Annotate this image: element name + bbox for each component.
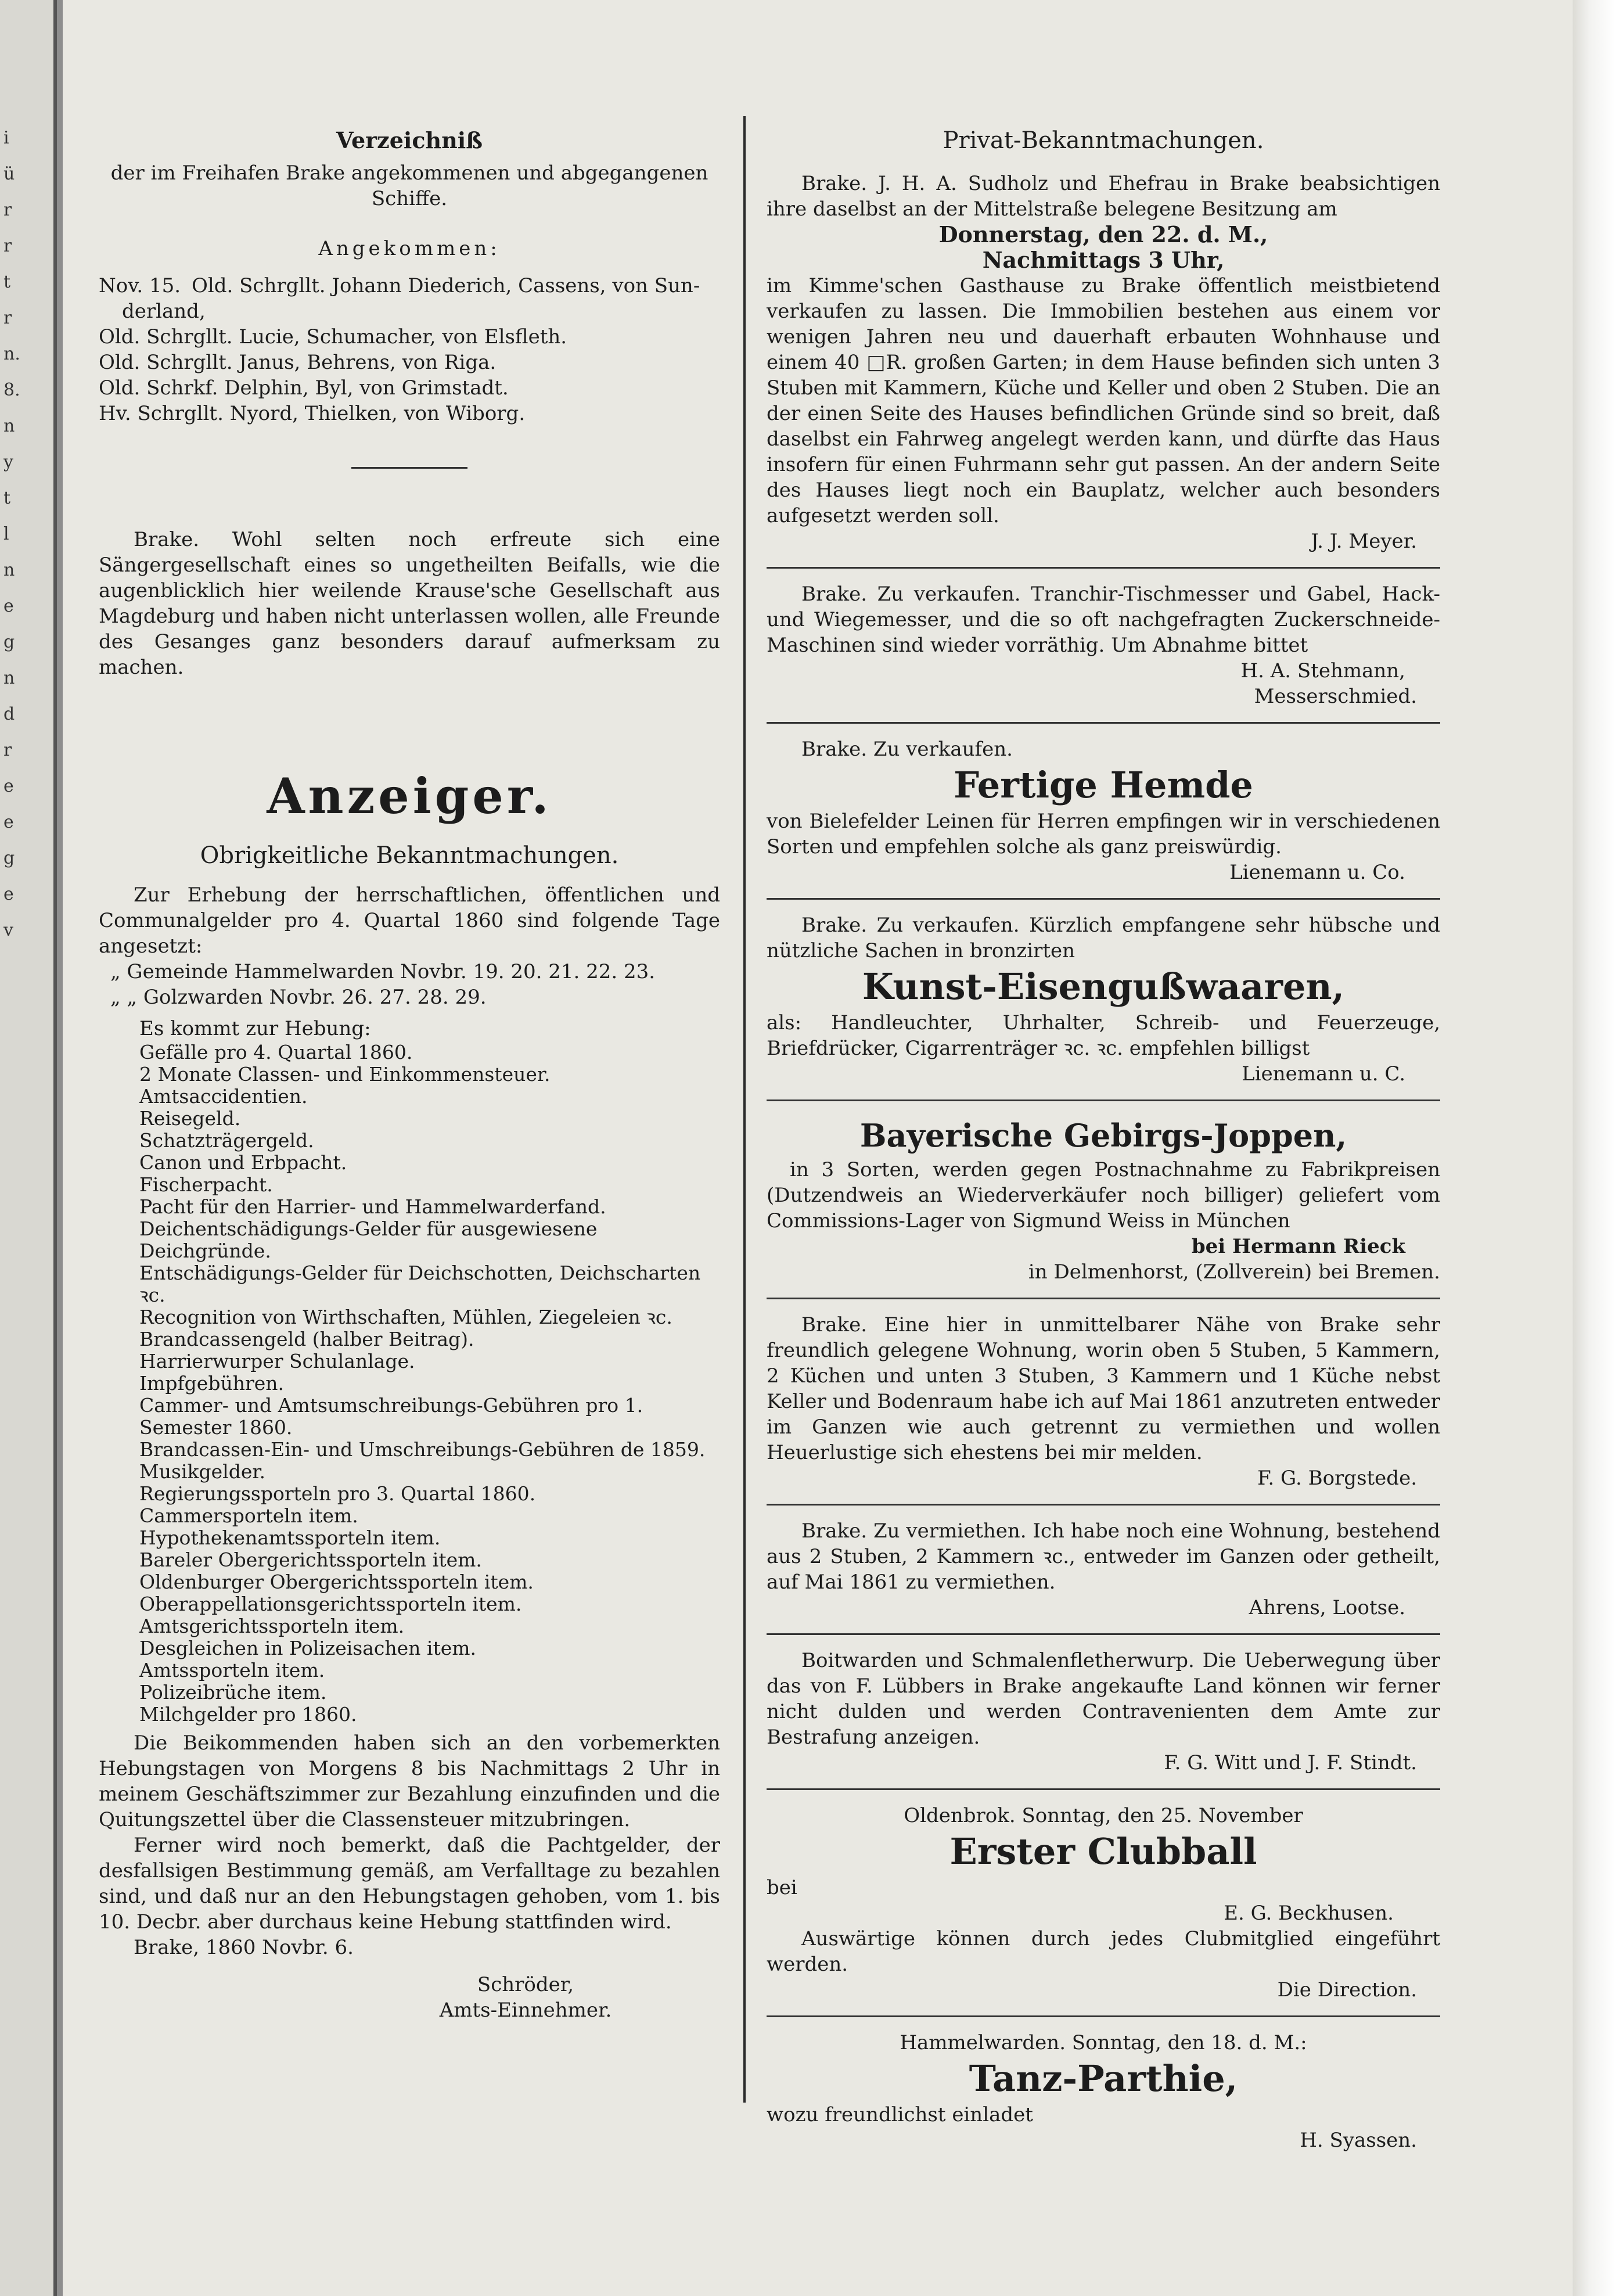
- hebung-item: Milchgelder pro 1860.: [139, 1703, 357, 1726]
- margin-fragment: d: [3, 704, 15, 724]
- ad-joppen-location: in Delmenhorst, (Zollverein) bei Bremen.: [1028, 1260, 1440, 1284]
- ad-divider: [767, 1788, 1440, 1790]
- ad-clubball-title: Erster Clubball: [949, 1830, 1257, 1873]
- hebung-item: Amtsaccidentien.: [139, 1085, 308, 1108]
- hebung-item: Brandcassen-Ein- und Umschreibungs-Gebühren de 1859.: [139, 1438, 706, 1461]
- ad-tanz-signature: H. Syassen.: [1300, 2129, 1417, 2152]
- ad-divider: [767, 1633, 1440, 1635]
- ad-borgstede-text: Brake. Eine hier in unmittelbarer Nähe von Brake sehr freundlich gelegene Wohnung, worin oben 5 Stuben, 5 Kammern, 2 Küchen und unten 3 Stuben, 3 Kammern und 1 Küche nebst Keller und Bodenraum habe ich auf Mai 1861 anzutreten entweder im Ganzen wie auch getrennt zu vermiethen und wollen Heuerlustige sich ehestens bei mir melden.: [767, 1313, 1440, 1464]
- ad-clubball-bei: bei: [767, 1876, 797, 1899]
- arrival-row: [99, 299, 720, 324]
- hebung-item: Bareler Obergerichtssporteln item.: [139, 1548, 482, 1571]
- arrival-row: [99, 375, 720, 401]
- ad-sudholz-signature: J. J. Meyer.: [1311, 530, 1417, 553]
- hebung-item: 2 Monate Classen- und Einkommensteuer.: [139, 1063, 551, 1086]
- margin-fragment: r: [3, 236, 12, 256]
- margin-fragment: r: [3, 308, 12, 328]
- ad-hemde-text: von Bielefelder Leinen für Herren empfingen wir in verschiedenen Sorten und empfehlen solche als ganz preiswürdig.: [767, 810, 1440, 858]
- hebung-list: [99, 1041, 720, 1726]
- arrivals-list: [99, 273, 720, 426]
- arrival-date: Nov. 15.: [99, 274, 181, 297]
- ad-sudholz-time: Nachmittags 3 Uhr,: [982, 247, 1225, 273]
- ad-divider: [767, 722, 1440, 724]
- hebung-item: Musikgelder.: [139, 1460, 266, 1483]
- margin-fragment: r: [3, 740, 12, 760]
- closing-paragraph-1: Die Beikommenden haben sich an den vorbemerkten Hebungstagen von Morgens 8 bis Nachmittags 2 Uhr in meinem Geschäftszimmer zur Bezahlung einzufinden und die Quitungszettel über die Classensteuer mitzubringen.: [99, 1731, 720, 1831]
- hebung-item: Brandcassengeld (halber Beitrag).: [139, 1328, 474, 1350]
- ad-divider: [767, 567, 1440, 569]
- right-column: [767, 99, 1440, 2153]
- ad-divider: [767, 2015, 1440, 2017]
- hebung-item: Harrierwurper Schulanlage.: [139, 1350, 415, 1372]
- closing-paragraph-2: Ferner wird noch bemerkt, daß die Pachtgelder, der desfallsigen Bestimmung gemäß, am Verfalltage zu bezahlen sind, und daß nur an den Hebungstagen gehoben, vom 1. bis 10. Decbr. aber durchaus keine Hebung stattfinden wird.: [99, 1834, 720, 1934]
- margin-fragment: g: [3, 848, 15, 868]
- anzeiger-heading: Anzeiger.: [267, 767, 552, 825]
- hebung-item: Cammersporteln item.: [139, 1504, 358, 1527]
- ad-hemde-title: Fertige Hemde: [954, 764, 1253, 806]
- margin-fragment: e: [3, 884, 14, 904]
- ad-eisen-signature: Lienemann u. C.: [1242, 1062, 1405, 1086]
- ad-ahrens-signature: Ahrens, Lootse.: [1249, 1596, 1405, 1619]
- ad-divider: [767, 1298, 1440, 1299]
- margin-fragment: v: [3, 920, 13, 940]
- hebung-item: Desgleichen in Polizeisachen item.: [139, 1637, 477, 1659]
- hebung-intro: Es kommt zur Hebung:: [139, 1017, 371, 1040]
- left-column: [99, 99, 720, 2023]
- arrival-text: Old. Schrkf. Delphin, Byl, von Grimstadt.: [99, 376, 509, 400]
- column-divider: [743, 116, 746, 2103]
- arrival-text: Old. Schrgllt. Janus, Behrens, von Riga.: [99, 351, 497, 374]
- page-edge: [1573, 0, 1615, 2296]
- verzeichnis-subtitle: der im Freihafen Brake angekommenen und abgegangenen Schiffe.: [110, 161, 708, 210]
- ad-witt-text: Boitwarden und Schmalenfletherwurp. Die Ueberwegung über das von F. Lübbers in Brake angekaufte Land können wir ferner nicht dulden und werden Contravenienten dem Amte zur Bestrafung anzeigen.: [767, 1649, 1440, 1749]
- hebung-item: Fischerpacht.: [139, 1173, 273, 1196]
- ad-witt-signature: F. G. Witt und J. F. Stindt.: [1164, 1751, 1417, 1774]
- margin-fragment: n.: [3, 344, 20, 364]
- hebung-item: Recognition von Wirthschaften, Mühlen, Ziegeleien ꝛc.: [139, 1306, 672, 1328]
- margin-fragment: t: [3, 272, 11, 292]
- margin-fragment: e: [3, 596, 14, 616]
- brake-notice: Brake. Wohl selten noch erfreute sich eine Sängergesellschaft eines so ungetheilten Beifalls, wie die augenblicklich hier weilende Krause'sche Gesellschaft aus Magdeburg und haben nicht unterlassen wollen, alle Freunde des Gesanges ganz besonders darauf aufmerksam zu machen.: [99, 528, 720, 679]
- ad-stehmann-text: Brake. Zu verkaufen. Tranchir-Tischmesser und Gabel, Hack- und Wiegemesser, und die so oft nachgefragten Zuckerschneide-Maschinen sind wieder vorräthig. Um Abnahme bittet: [767, 583, 1440, 657]
- obrigkeitliche-heading: Obrigkeitliche Bekanntmachungen.: [200, 842, 619, 869]
- ad-eisen-details: als: Handleuchter, Uhrhalter, Schreib- und Feuerzeuge, Briefdrücker, Cigarrenträger ꝛc. ꝛc. empfehlen billigst: [767, 1011, 1440, 1060]
- ad-sudholz-date: Donnerstag, den 22. d. M.,: [938, 221, 1268, 247]
- ad-stehmann-name: H. A. Stehmann,: [1240, 659, 1405, 682]
- ad-ahrens-text: Brake. Zu vermiethen. Ich habe noch eine Wohnung, bestehend aus 2 Stuben, 2 Kammern ꝛc., entweder im Ganzen oder getheilt, auf Mai 1861 zu vermiethen.: [767, 1519, 1440, 1594]
- hebung-item: Impfgebühren.: [139, 1372, 284, 1395]
- arrival-text: Old. Schrgllt. Johann Diederich, Cassens, von Sun-: [192, 274, 700, 297]
- margin-fragment: n: [3, 416, 15, 436]
- gemeinde-hammelwarden: „ Gemeinde Hammelwarden Novbr. 19. 20. 21. 22. 23.: [110, 960, 656, 983]
- margin-fragment: n: [3, 560, 15, 580]
- angekommen-heading: Angekommen:: [318, 237, 501, 260]
- ad-sudholz-text: Brake. J. H. A. Sudholz und Ehefrau in Brake beabsichtigen ihre daselbst an der Mittelstraße belegene Besitzung am: [767, 172, 1440, 221]
- ad-borgstede-signature: F. G. Borgstede.: [1257, 1467, 1417, 1490]
- hebung-item: Amtsgerichtssporteln item.: [139, 1615, 405, 1637]
- margin-fragment: 8.: [3, 380, 20, 400]
- margin-fragment: i: [3, 128, 9, 148]
- privat-heading: Privat-Bekanntmachungen.: [943, 127, 1264, 154]
- ad-sudholz-details: im Kimme'schen Gasthause zu Brake öffentlich meistbietend verkaufen zu lassen. Die Immobilien bestehen aus einem vor wenigen Jahren neu und dauerhaft erbauten Wohnhause und einem 40 □R. großen Garten; in dem Hause befinden sich unten 3 Stuben mit Kammern, Küche und Keller und oben 2 Stuben. Die an der einen Seite des Hauses befindlichen Gründe sind so breit, daß daselbst ein Fahrweg angelegt werden kann, und dürfte das Haus insofern für einen Fuhrmann sehr gut passen. An der andern Seite des Hauses liegt noch ein Bauplatz, welcher auch besonders aufgesetzt werden soll.: [767, 274, 1440, 527]
- ad-divider: [767, 1504, 1440, 1505]
- hebung-item: Entschädigungs-Gelder für Deichschotten, Deichscharten ꝛc.: [139, 1262, 701, 1306]
- gemeinde-golzwarden: „ „ Golzwarden Novbr. 26. 27. 28. 29.: [110, 986, 487, 1009]
- signer-title: Amts-Einnehmer.: [439, 1999, 612, 2022]
- ad-clubball-host: E. G. Beckhusen.: [1224, 1902, 1394, 1925]
- hebung-item: Oberappellationsgerichtssporteln item.: [139, 1593, 522, 1615]
- ad-eisen-text: Brake. Zu verkaufen. Kürzlich empfangene sehr hübsche und nützliche Sachen in bronzirten: [767, 914, 1440, 962]
- margin-fragment: e: [3, 812, 14, 832]
- hebung-item: Reisegeld.: [139, 1107, 241, 1130]
- ad-tanz-text: wozu freundlichst einladet: [767, 2103, 1033, 2126]
- signer-name: Schröder,: [477, 1973, 574, 1996]
- ad-hemde-head: Brake. Zu verkaufen.: [801, 738, 1013, 761]
- ad-divider: [767, 1100, 1440, 1101]
- ad-joppen-text: in 3 Sorten, werden gegen Postnachnahme zu Fabrikpreisen (Dutzendweis an Wiederverkäufer noch billiger) geliefert vom Commissions-Lager von Sigmund Weiss in München: [767, 1158, 1440, 1233]
- verzeichnis-title: Verzeichniß: [336, 127, 483, 153]
- hebung-item: Polizeibrüche item.: [139, 1681, 327, 1704]
- arrival-text: Old. Schrgllt. Lucie, Schumacher, von Elsfleth.: [99, 325, 567, 348]
- ad-tanz-title: Tanz-Parthie,: [969, 2057, 1238, 2100]
- margin-fragment: y: [3, 452, 13, 472]
- arrival-text: derland,: [122, 300, 206, 323]
- previous-page-edge: [0, 0, 57, 2296]
- hebung-item: Schatzträgergeld.: [139, 1129, 314, 1152]
- hebung-item: Regierungssporteln pro 3. Quartal 1860.: [139, 1482, 536, 1505]
- margin-fragment: r: [3, 200, 12, 220]
- hebung-item: Amtssporteln item.: [139, 1659, 325, 1681]
- ad-stehmann-title: Messerschmied.: [1254, 685, 1417, 708]
- hebung-item: Hypothekenamtssporteln item.: [139, 1526, 441, 1549]
- ad-clubball-text: Auswärtige können durch jedes Clubmitglied eingeführt werden.: [767, 1927, 1440, 1976]
- hebung-item: Cammer- und Amtsumschreibungs-Gebühren pro 1. Semester 1860.: [139, 1394, 643, 1439]
- ad-clubball-signature: Die Direction.: [1277, 1978, 1417, 2002]
- margin-fragment: ü: [3, 164, 15, 184]
- ad-tanz-head: Hammelwarden. Sonntag, den 18. d. M.:: [900, 2031, 1307, 2054]
- obrigkeitliche-intro: Zur Erhebung der herrschaftlichen, öffentlichen und Communalgelder pro 4. Quartal 1860 sind folgende Tage angesetzt:: [99, 883, 720, 958]
- place-date: Brake, 1860 Novbr. 6.: [134, 1936, 354, 1959]
- hebung-item: Canon und Erbpacht.: [139, 1151, 347, 1174]
- arrival-text: Hv. Schrgllt. Nyord, Thielken, von Wiborg.: [99, 402, 526, 425]
- ad-eisen-title: Kunst-Eisengußwaaren,: [862, 965, 1345, 1008]
- hebung-item: Pacht für den Harrier- und Hammelwarderfand.: [139, 1195, 606, 1218]
- arrival-row: [99, 273, 720, 299]
- margin-fragment: t: [3, 488, 11, 508]
- ad-joppen-bei: bei Hermann Rieck: [1191, 1235, 1405, 1258]
- margin-fragment: l: [3, 524, 9, 544]
- margin-fragment: g: [3, 632, 15, 652]
- ad-joppen-title: Bayerische Gebirgs-Joppen,: [859, 1117, 1347, 1154]
- ad-clubball-head: Oldenbrok. Sonntag, den 25. November: [904, 1804, 1303, 1827]
- ad-hemde-signature: Lienemann u. Co.: [1229, 861, 1405, 884]
- ad-divider: [767, 898, 1440, 900]
- arrival-row: [99, 324, 720, 350]
- hebung-item: Deichentschädigungs-Gelder für ausgewiesene Deichgründe.: [139, 1217, 598, 1262]
- arrival-row: [99, 401, 720, 426]
- short-divider: [351, 467, 467, 469]
- margin-fragment: e: [3, 776, 14, 796]
- hebung-item: Gefälle pro 4. Quartal 1860.: [139, 1041, 413, 1063]
- margin-fragment: n: [3, 668, 15, 688]
- hebung-item: Oldenburger Obergerichtssporteln item.: [139, 1571, 534, 1593]
- arrival-row: [99, 350, 720, 375]
